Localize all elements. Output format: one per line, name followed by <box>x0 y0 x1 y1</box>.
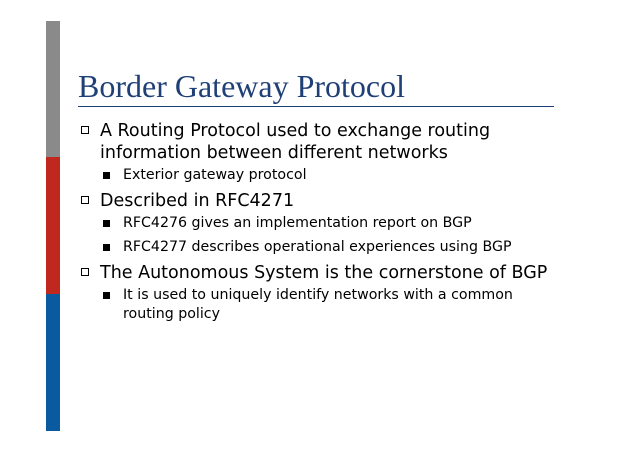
filled-square-bullet-icon <box>103 244 110 251</box>
filled-square-bullet-icon <box>103 292 110 299</box>
sub-bullet-item <box>100 286 558 324</box>
sub-bullet-list <box>100 166 558 185</box>
hollow-square-bullet-icon <box>81 268 89 276</box>
bullet-item <box>78 190 558 257</box>
filled-square-bullet-icon <box>103 172 110 179</box>
bullet-text: A Routing Protocol used to exchange routing information between different networks <box>100 121 491 163</box>
sub-bullet-list <box>100 286 558 324</box>
sub-bullet-text: Exterior gateway protocol <box>123 167 307 183</box>
filled-square-bullet-icon <box>103 220 110 227</box>
hollow-square-bullet-icon <box>81 196 89 204</box>
slide-title: Border Gateway Protocol <box>78 68 406 104</box>
sub-bullet-item <box>100 214 558 233</box>
bullet-text: The Autonomous System is the cornerstone of BGP <box>100 263 548 283</box>
sub-bullet-list <box>100 214 558 257</box>
bullet-list <box>78 120 558 329</box>
sub-bullet-text: It is used to uniquely identify networks with a common routing policy <box>123 287 513 322</box>
sub-bullet-text: RFC4276 gives an implementation report on BGP <box>123 215 472 231</box>
accent-bar-blue <box>46 294 60 431</box>
accent-bar-gray <box>46 21 60 157</box>
bullet-text: Described in RFC4271 <box>100 191 295 211</box>
title-underline <box>78 106 554 107</box>
sub-bullet-item <box>100 166 558 185</box>
sub-bullet-text: RFC4277 describes operational experiences using BGP <box>123 239 512 255</box>
bullet-item <box>78 262 558 324</box>
bullet-item <box>78 120 558 185</box>
sub-bullet-item <box>100 238 558 257</box>
hollow-square-bullet-icon <box>81 126 89 134</box>
accent-bar-red <box>46 157 60 294</box>
